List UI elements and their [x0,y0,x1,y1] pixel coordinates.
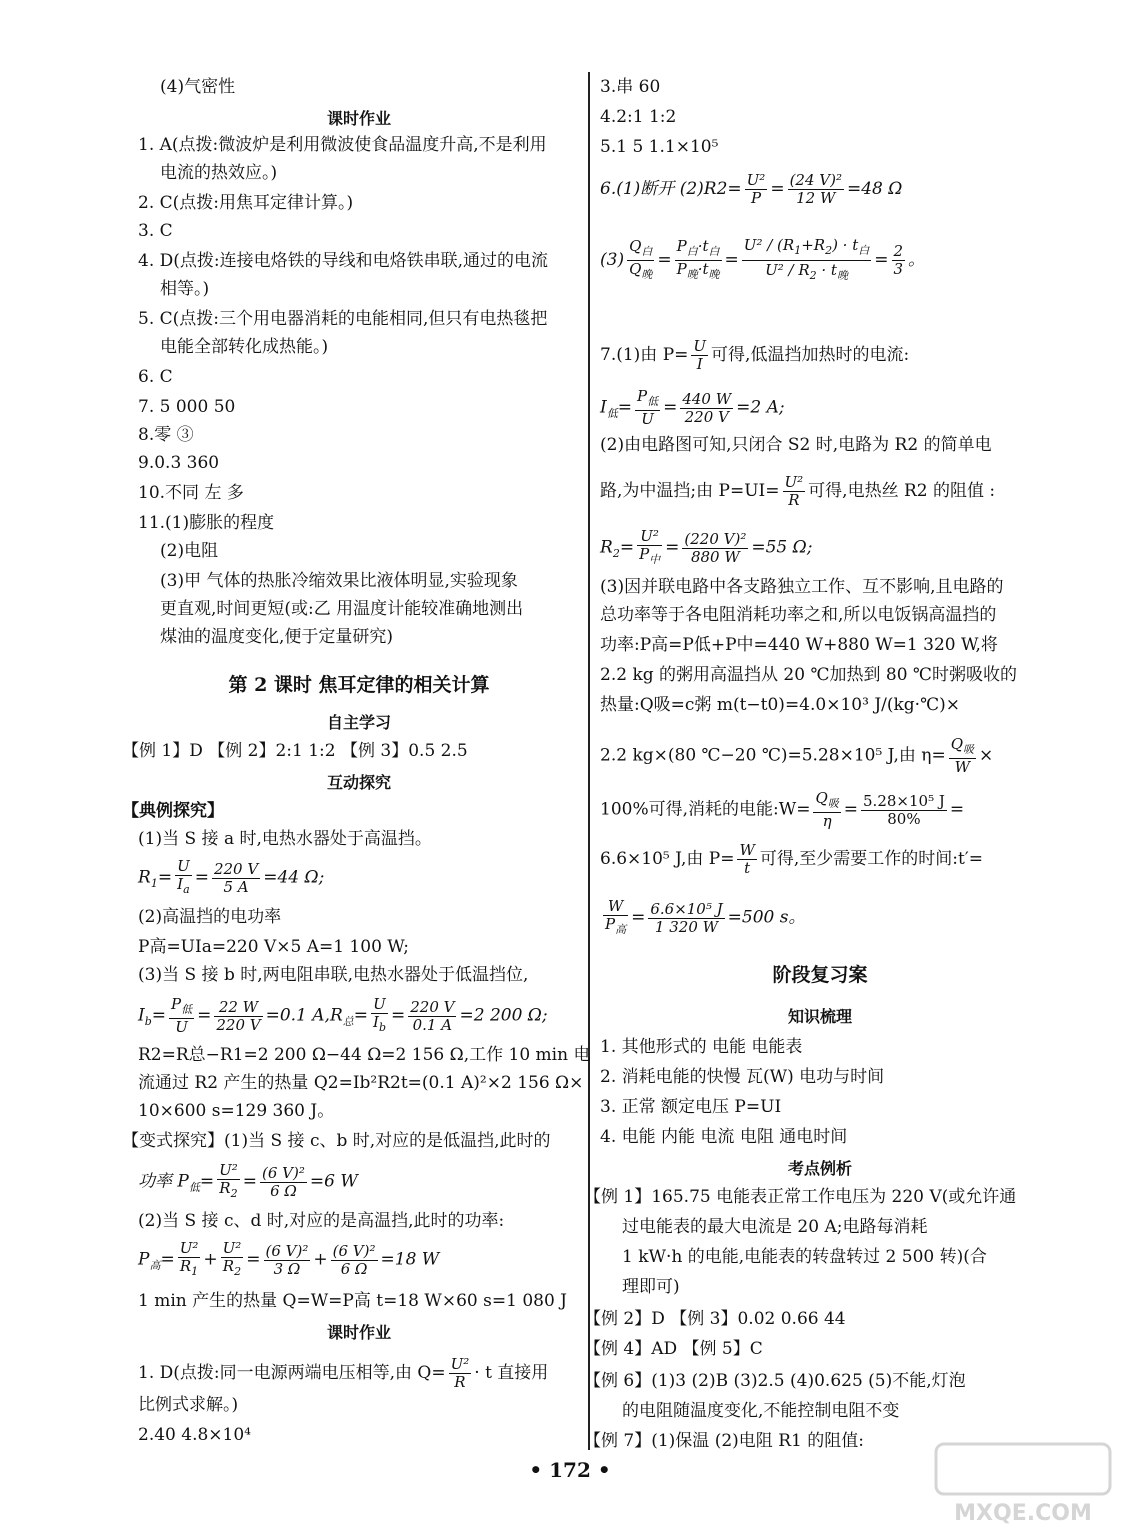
text-line: 【例 4】AD 【例 5】C [584,1339,763,1359]
text-line: 的电阻随温度变化,不能控制电阻不变 [622,1401,900,1421]
text-line: 【变式探究】(1)当 S 接 c、b 时,对应的是低温挡,此时的 [122,1131,551,1151]
text-line: 2. 消耗电能的快慢 瓦(W) 电功与时间 [600,1067,885,1087]
text-line: 1 kW·h 的电能,电能表的转盘转过 2 500 转)(合 [622,1247,987,1267]
text-line: 【典例探究】 [122,801,224,821]
text-line: 3. C [138,221,173,241]
text-line: (2)电阻 [160,541,219,561]
section-heading: 自主学习 [326,713,391,732]
text-line: 1. A(点拨:微波炉是利用微波使食品温度升高,不是利用 [138,135,547,155]
text-line: (4)气密性 [160,77,236,97]
text-line: 2.2 kg×(80 ℃−20 ℃)=5.28×10⁵ J,由 η= [600,745,946,766]
text-line: 8.零 ③ [138,425,194,445]
text-line: (2)由电路图可知,只闭合 S2 时,电路为 R2 的简单电 [600,435,992,455]
text-line: 比例式求解。) [138,1395,239,1415]
section-heading: 考点例析 [787,1159,852,1178]
formula-r2-mid: $R_2=$ $\frac{\text{U²}}{P_中}$ = $\frac{\text{(220 V)²}}{880 W}$ =55 Ω; [600,527,813,566]
text-line: 热量:Q吸=c粥 m(t−t0)=4.0×10³ J/(kg·℃)× [600,695,960,715]
formula-i-low: $I_低=$ $\frac{P_低}{U}$ = $\frac{440 W}{220 V}$ =2 A; [600,387,785,428]
section-heading: 课时作业 [326,1323,391,1342]
text-line: 可得,电热丝 R2 的阻值 : [808,481,996,501]
text-line: 9.0.3 360 [138,453,220,473]
formula-ib: $I_b=$ $\frac{P_低}{U}$ = $\frac{22 W}{220 V}$ =0.1 $A,R_总=$ $\frac{U}{I_b}$ = $\frac{220 V}{0.1 A}$ =2 200 Ω; [138,995,548,1036]
column-divider [588,72,590,1450]
text-line: 【例 1】D 【例 2】2:1 1:2 【例 3】0.5 2.5 [122,741,468,761]
text-line: 功率:P高=P低+P中=440 W+880 W=1 320 W,将 [600,635,998,655]
text-line: 11.(1)膨胀的程度 [138,513,275,533]
formula-t-result: $\frac{W}{P_高}$ = $\frac{\text{6.6×10⁵ J}}{1 320 W}$ =500 s。 [605,897,806,936]
text-line: 理即可) [622,1277,680,1297]
formula-p-high: $P_高=$ $\frac{\text{U²}}{R_1}$ + $\frac{\text{U²}}{R_2}$ = $\frac{\text{(6 V)²}}{3 \Omega}$ + $\frac{\text{(6 V)²}}{6 \Omega}$ =18 W [138,1239,440,1278]
text-line: P高=UIa=220 V×5 A=1 100 W; [138,937,410,957]
text-line: 【例 7】(1)保温 (2)电阻 R1 的阻值: [584,1431,864,1451]
text-line: 6.6×10⁵ J,由 P= [600,849,735,869]
text-line: 可得,低温挡加热时的电流: [711,345,910,365]
review-title: 阶段复习案 [772,964,868,986]
formula-ui-line: 路,为中温挡;由 P=UI= $\frac{\text{U²}}{R}$ 可得,电热丝 R2 的阻值 : [600,473,996,509]
text-line: 3. 正常 额定电压 P=UI [600,1097,782,1117]
text-line: 5. C(点拨:三个用电器消耗的电能相同,但只有电热毯把 [138,309,548,329]
text-line: R2=R总−R1=2 200 Ω−44 Ω=2 156 Ω,工作 10 min 电 [138,1045,591,1065]
section-heading: 知识梳理 [787,1007,852,1026]
text-line: 路,为中温挡;由 P=UI= [600,481,780,501]
formula-q-line: 1. D(点拨:同一电源两端电压相等,由 Q= $\frac{\text{U²}}{R}$ · t 直接用 [138,1355,549,1391]
text-line: 2.40 4.8×10⁴ [138,1425,251,1445]
text-line: (3)因并联电路中各支路独立工作、互不影响,且电路的 [600,577,1004,597]
text-line: 总功率等于各电阻消耗功率之和,所以电饭锅高温挡的 [600,605,997,625]
text-line: 可得,至少需要工作的时间:t′= [759,849,983,869]
text-line: 1. D(点拨:同一电源两端电压相等,由 Q= [138,1363,446,1383]
text-line: 5.1 5 1.1×10⁵ [600,137,719,157]
text-line: 7.(1)由 P= [600,345,689,365]
formula-eta-line: 2.2 kg×(80 ℃−20 ℃)=5.28×10⁵ J,由 η= $\frac{Q_吸}{W}$ × [600,735,994,776]
page-number: • 172 • [529,1458,611,1482]
text-line: 【例 6】(1)3 (2)B (3)2.5 (4)0.625 (5)不能,灯泡 [584,1371,966,1391]
watermark-logo-icon [928,1438,1118,1528]
text-line: 7. 5 000 50 [138,397,236,417]
text-line: 4.2:1 1:2 [600,107,677,127]
text-line: 1 min 产生的热量 Q=W=P高 t=18 W×60 s=1 080 J [138,1291,567,1311]
text-line: 10×600 s=129 360 J。 [138,1101,335,1121]
text-line: (2)当 S 接 c、d 时,对应的是高温挡,此时的功率: [138,1211,505,1231]
text-line: 2.2 kg 的粥用高温挡从 20 ℃加热到 80 ℃时粥吸收的 [600,665,1017,685]
text-line: 电能全部转化成热能。) [160,337,329,357]
text-line: (2)高温挡的电功率 [138,907,282,927]
section-heading: 互动探究 [326,773,391,792]
text-line: 4. 电能 内能 电流 电阻 通电时间 [600,1127,848,1147]
formula-t-line: 6.6×10⁵ J,由 P= $\frac{W}{t}$ 可得,至少需要工作的时间:t′= [600,841,983,877]
text-line: 【例 1】165.75 电能表正常工作电压为 220 V(或允许通 [584,1187,1017,1207]
text-line: (3)甲 气体的热胀冷缩效果比液体明显,实验现象 [160,571,518,591]
watermark-text: MXQE.COM [954,1501,1092,1526]
section-heading: 课时作业 [326,109,391,128]
formula-p-low: 功率 $P_低=$ $\frac{\text{U²}}{R_2}$ = $\frac{\text{(6 V)²}}{6 \Omega}$ =6 W [138,1161,358,1200]
text-line: 10.不同 左 多 [138,483,244,503]
text-line: 煤油的温度变化,便于定量研究) [160,627,394,647]
lesson-title: 第 2 课时 焦耳定律的相关计算 [228,674,490,696]
text-line: (3)当 S 接 b 时,两电阻串联,电热水器处于低温挡位, [138,965,529,985]
text-line: 2. C(点拨:用焦耳定律计算。) [138,193,354,213]
formula-w-line: 100%可得,消耗的电能:W= $\frac{Q_吸}{\eta}$ = $\frac{\text{5.28×10⁵ J}}{80\%}$ = [600,789,965,830]
text-line: 流通过 R2 产生的热量 Q2=Ib²R2t=(0.1 A)²×2 156 Ω× [138,1073,584,1093]
text-line: 6.(1)断开 (2)R2= [600,179,742,199]
formula-p-line: 7.(1)由 P= $\frac{U}{I}$ 可得,低温挡加热时的电流: [600,337,910,373]
text-line: 6. C [138,367,173,387]
formula-r2: 6.(1)断开 (2)R2= $\frac{\text{U²}}{P}$ = $\frac{\text{(24 V)²}}{12 W}$ =48 Ω [600,171,903,207]
text-line: 过电能表的最大电流是 20 A;电路每消耗 [622,1217,928,1237]
text-line: 3.串 60 [600,77,661,97]
text-line: 1. 其他形式的 电能 电能表 [600,1037,803,1057]
formula-q-ratio: (3) $\frac{Q_白}{Q_晚}$ = $\frac{P_白\cdot t_白}{P_晚\cdot t_晚}$ = $\frac{U^2 / (R_1+R_2) \cdot t_白}{U^2 / R_2 \cdot t_晚}$ = $\frac{2}{3}$ 。 [600,236,926,282]
text-line: 【例 2】D 【例 3】0.02 0.66 44 [584,1309,846,1329]
text-line: 100%可得,消耗的电能:W= [600,799,811,820]
text-line: 4. D(点拨:连接电烙铁的导线和电烙铁串联,通过的电流 [138,251,549,271]
text-line: 电流的热效应。) [160,163,278,183]
formula-r1: $R_1=$ $\frac{U}{I_a}$ = $\frac{220 V}{5 A}$ =44 Ω; [138,857,325,896]
text-line: 更直观,时间更短(或:乙 用温度计能较准确地测出 [160,599,524,619]
text-line: 相等。) [160,279,210,299]
text-line: (1)当 S 接 a 时,电热水器处于高温挡。 [138,829,432,849]
